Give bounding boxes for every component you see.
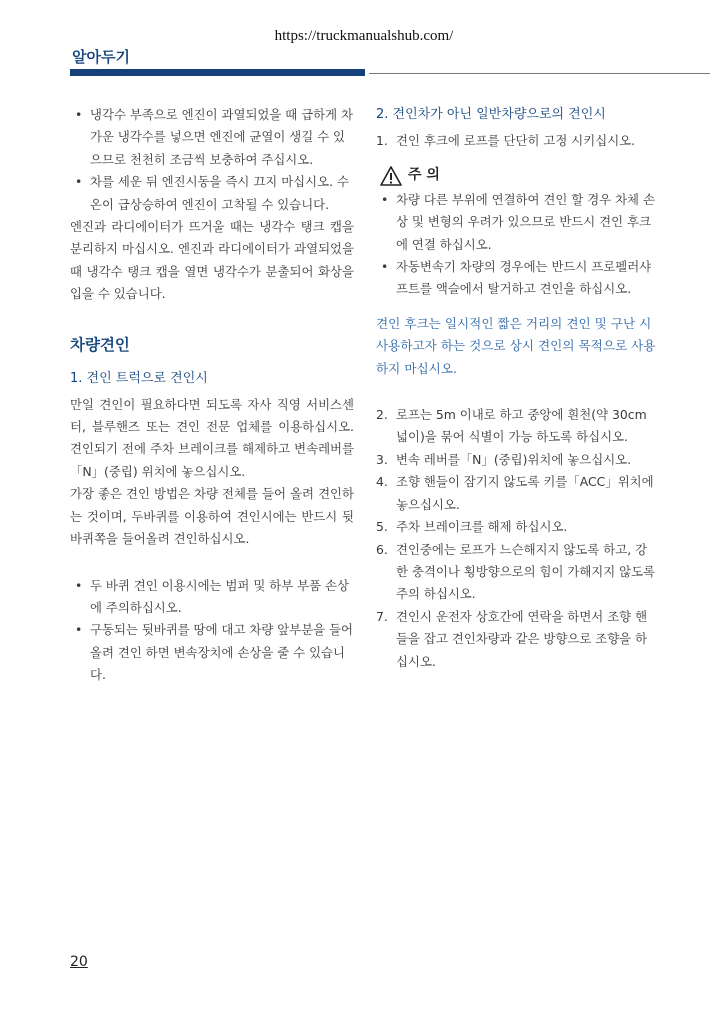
section-title: 알아두기	[72, 48, 130, 66]
caution-header	[376, 164, 658, 186]
step-item	[376, 130, 658, 152]
step-number: 5.	[376, 519, 388, 535]
list-item: • 두 바퀴 견인 이용시에는 범퍼 및 하부 부품 손상에 주의하십시오.	[70, 575, 354, 620]
step-text: 변속 레버를「N」(중립)위치에 놓으십시오.	[396, 451, 632, 467]
header-rule-thin	[369, 73, 710, 74]
tow-hook-note: 견인 후크는 일시적인 짧은 거리의 견인 및 구난 시 사용하고자 하는 것으로 상시 견인의 목적으로 사용하지 마십시오.	[376, 315, 656, 376]
list-item: • 차를 세운 뒤 엔진시동을 즉시 끄지 마십시오. 수온이 급상승하여 엔진이 고착될 수 있습니다.	[70, 171, 354, 216]
tow-truck-paragraph: 만일 견인이 필요하다면 되도록 자사 직영 서비스센터, 블루핸즈 또는 견인 전문 업체를 이용하십시오. 견인되기 전에 주차 브레이크를 해제하고 변속레버를「N」(중립) 위치에 놓으십시오.	[70, 396, 354, 479]
step-number: 7.	[376, 608, 388, 624]
source-url[interactable]: https://truckmanualshub.com/	[274, 28, 454, 44]
step-item	[376, 471, 658, 516]
list-item: • 자동변속기 차량의 경우에는 반드시 프로펠러샤프트를 액슬에서 탈거하고 견인을 하십시오.	[376, 256, 658, 301]
step-number: 1.	[376, 133, 388, 148]
warning-triangle-icon	[380, 166, 402, 186]
step-number: 2.	[376, 407, 388, 423]
tow-method-paragraph: 가장 좋은 견인 방법은 차량 전체를 들어 올려 견인하는 것이며, 두바퀴를 이용하여 견인시에는 반드시 뒷바퀴쪽을 들어올려 견인하십시오.	[70, 486, 354, 547]
step-text: 로프는 5m 이내로 하고 중앙에 흰천(약 30cm 넓이)을 묶어 식별이 가능 하도록 하십시오.	[396, 407, 647, 445]
towing-heading: 차량견인	[70, 335, 130, 354]
step-item	[376, 516, 658, 538]
coolant-warning-paragraph: 엔진과 라디에이터가 뜨거울 때는 냉각수 탱크 캡을 분리하지 마십시오. 엔진과 라디에이터가 과열되었을 때 냉각수 탱크 캡을 열면 냉각수가 분출되어 화상을 입을 수 있습니다.	[70, 219, 354, 302]
step-text: 견인 후크에 로프를 단단히 고정 시키십시오.	[396, 133, 636, 148]
left-column	[70, 104, 354, 687]
tow-truck-subheading: 1. 견인 트럭으로 견인시	[70, 370, 208, 386]
step-number: 3.	[376, 451, 388, 467]
step-text: 조향 핸들이 잠기지 않도록 키를「ACC」위치에 놓으십시오.	[396, 474, 654, 512]
step-item	[376, 539, 658, 606]
step-number: 4.	[376, 474, 388, 490]
step-item	[376, 606, 658, 673]
list-item: • 구동되는 뒷바퀴를 땅에 대고 차량 앞부분을 들어올려 견인 하면 변속장치에 손상을 줄 수 있습니다.	[70, 619, 354, 686]
regular-vehicle-subheading: 2. 견인차가 아닌 일반차량으로의 견인시	[376, 107, 606, 122]
right-column	[376, 104, 658, 673]
page-number: 20	[70, 954, 88, 970]
step-text: 견인중에는 로프가 느슨해지지 않도록 하고, 강한 충격이나 횡방향으로의 힘이 가해지지 않도록 주의 하십시오.	[396, 541, 656, 602]
step-item	[376, 449, 658, 471]
step-text: 주차 브레이크를 해제 하십시오.	[396, 519, 568, 535]
step-number: 6.	[376, 541, 388, 557]
list-item: • 차량 다른 부위에 연결하여 견인 할 경우 차체 손상 및 변형의 우려가 있으므로 반드시 견인 후크에 연결 하십시오.	[376, 189, 658, 256]
header-rule-thick	[70, 69, 365, 76]
list-item: • 냉각수 부족으로 엔진이 과열되었을 때 급하게 차가운 냉각수를 넣으면 엔진에 균열이 생길 수 있으므로 천천히 조금씩 보충하여 주십시오.	[70, 104, 354, 171]
caution-title: 주 의	[408, 167, 440, 184]
step-item	[376, 404, 658, 449]
step-text: 견인시 운전자 상호간에 연락을 하면서 조향 핸들을 잡고 견인차량과 같은 방향으로 조향을 하십시오.	[396, 608, 648, 669]
